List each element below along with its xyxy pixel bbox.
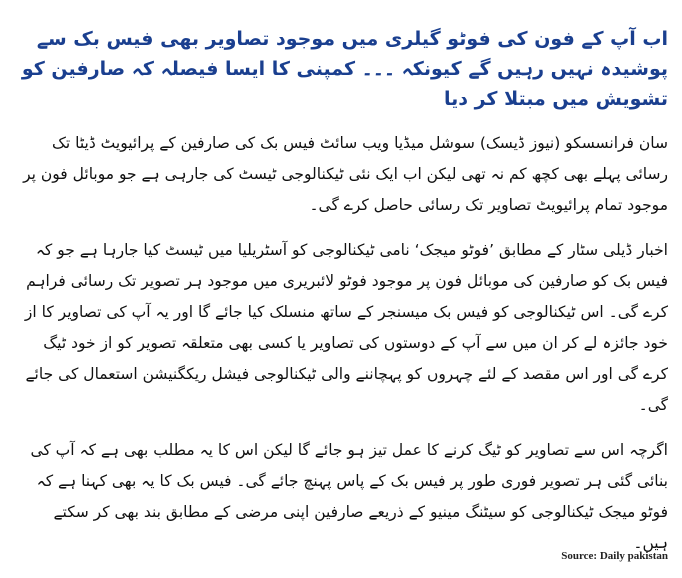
article-headline: اب آپ کے فون کی فوٹو گیلری میں موجود تصاویر بھی فیس بک سے پوشیدہ نہیں رہیں گے کیونکہ ۔۔۔ کمپنی کا ایسا فیصلہ کہ صارفین کو تشویش میں مبتلا کر دیا	[21, 28, 668, 110]
article-paragraph: اگرچہ اس سے تصاویر کو ٹیگ کرنے کا عمل تیز ہو جائے گا لیکن اس کا یہ مطلب بھی ہے کہ آپ کی بنائی گئی ہر تصویر فوری طور پر فیس بک کے پاس پہنچ جائے گی۔ فیس بک کا یہ بھی کہنا ہے کہ فوٹو میجک ٹیکنالوجی کو سیٹنگ مینیو کے ذریعے صارفین اپنی مرضی کے مطابق بند بھی کر سکتے ہیں۔	[30, 441, 668, 552]
article-paragraph: اخبار ڈیلی سٹار کے مطابق ’فوٹو میجک‘ نامی ٹیکنالوجی کو آسٹریلیا میں ٹیسٹ کیا جارہا ہے جو کہ فیس بک کو صارفین کی موبائل فون پر موجود فوٹو لائبریری میں موجود ہر تصویر تک رسائی فراہم کرے گی۔ اس ٹیکنالوجی کو فیس بک میسنجر کے ساتھ منسلک کیا جائے گا اور یہ آپ کی تصاویر کا از خود جائزہ لے کر ان میں سے آپ کے دوستوں کی تصاویر یا کسی بھی متعلقہ تصویر کو از خود ٹیگ کرے گی اور اس مقصد کے لئے چہروں کو پہچاننے والی ٹیکنالوجی فیشل ریکگنیشن استعمال کی جائے گی۔	[24, 241, 668, 414]
article-paragraph: سان فرانسسکو (نیوز ڈیسک) سوشل میڈیا ویب سائٹ فیس بک کی صارفین کے پرائیویٹ ڈیٹا تک رسائی پہلے بھی کچھ کم نہ تھی لیکن اب ایک نئی ٹیکنالوجی ٹیسٹ کی جارہی ہے جو موبائل فون پر موجود تمام پرائیویٹ تصاویر تک رسائی حاصل کرے گی۔	[23, 134, 668, 214]
source-credit: Source: Daily pakistan	[561, 550, 668, 562]
